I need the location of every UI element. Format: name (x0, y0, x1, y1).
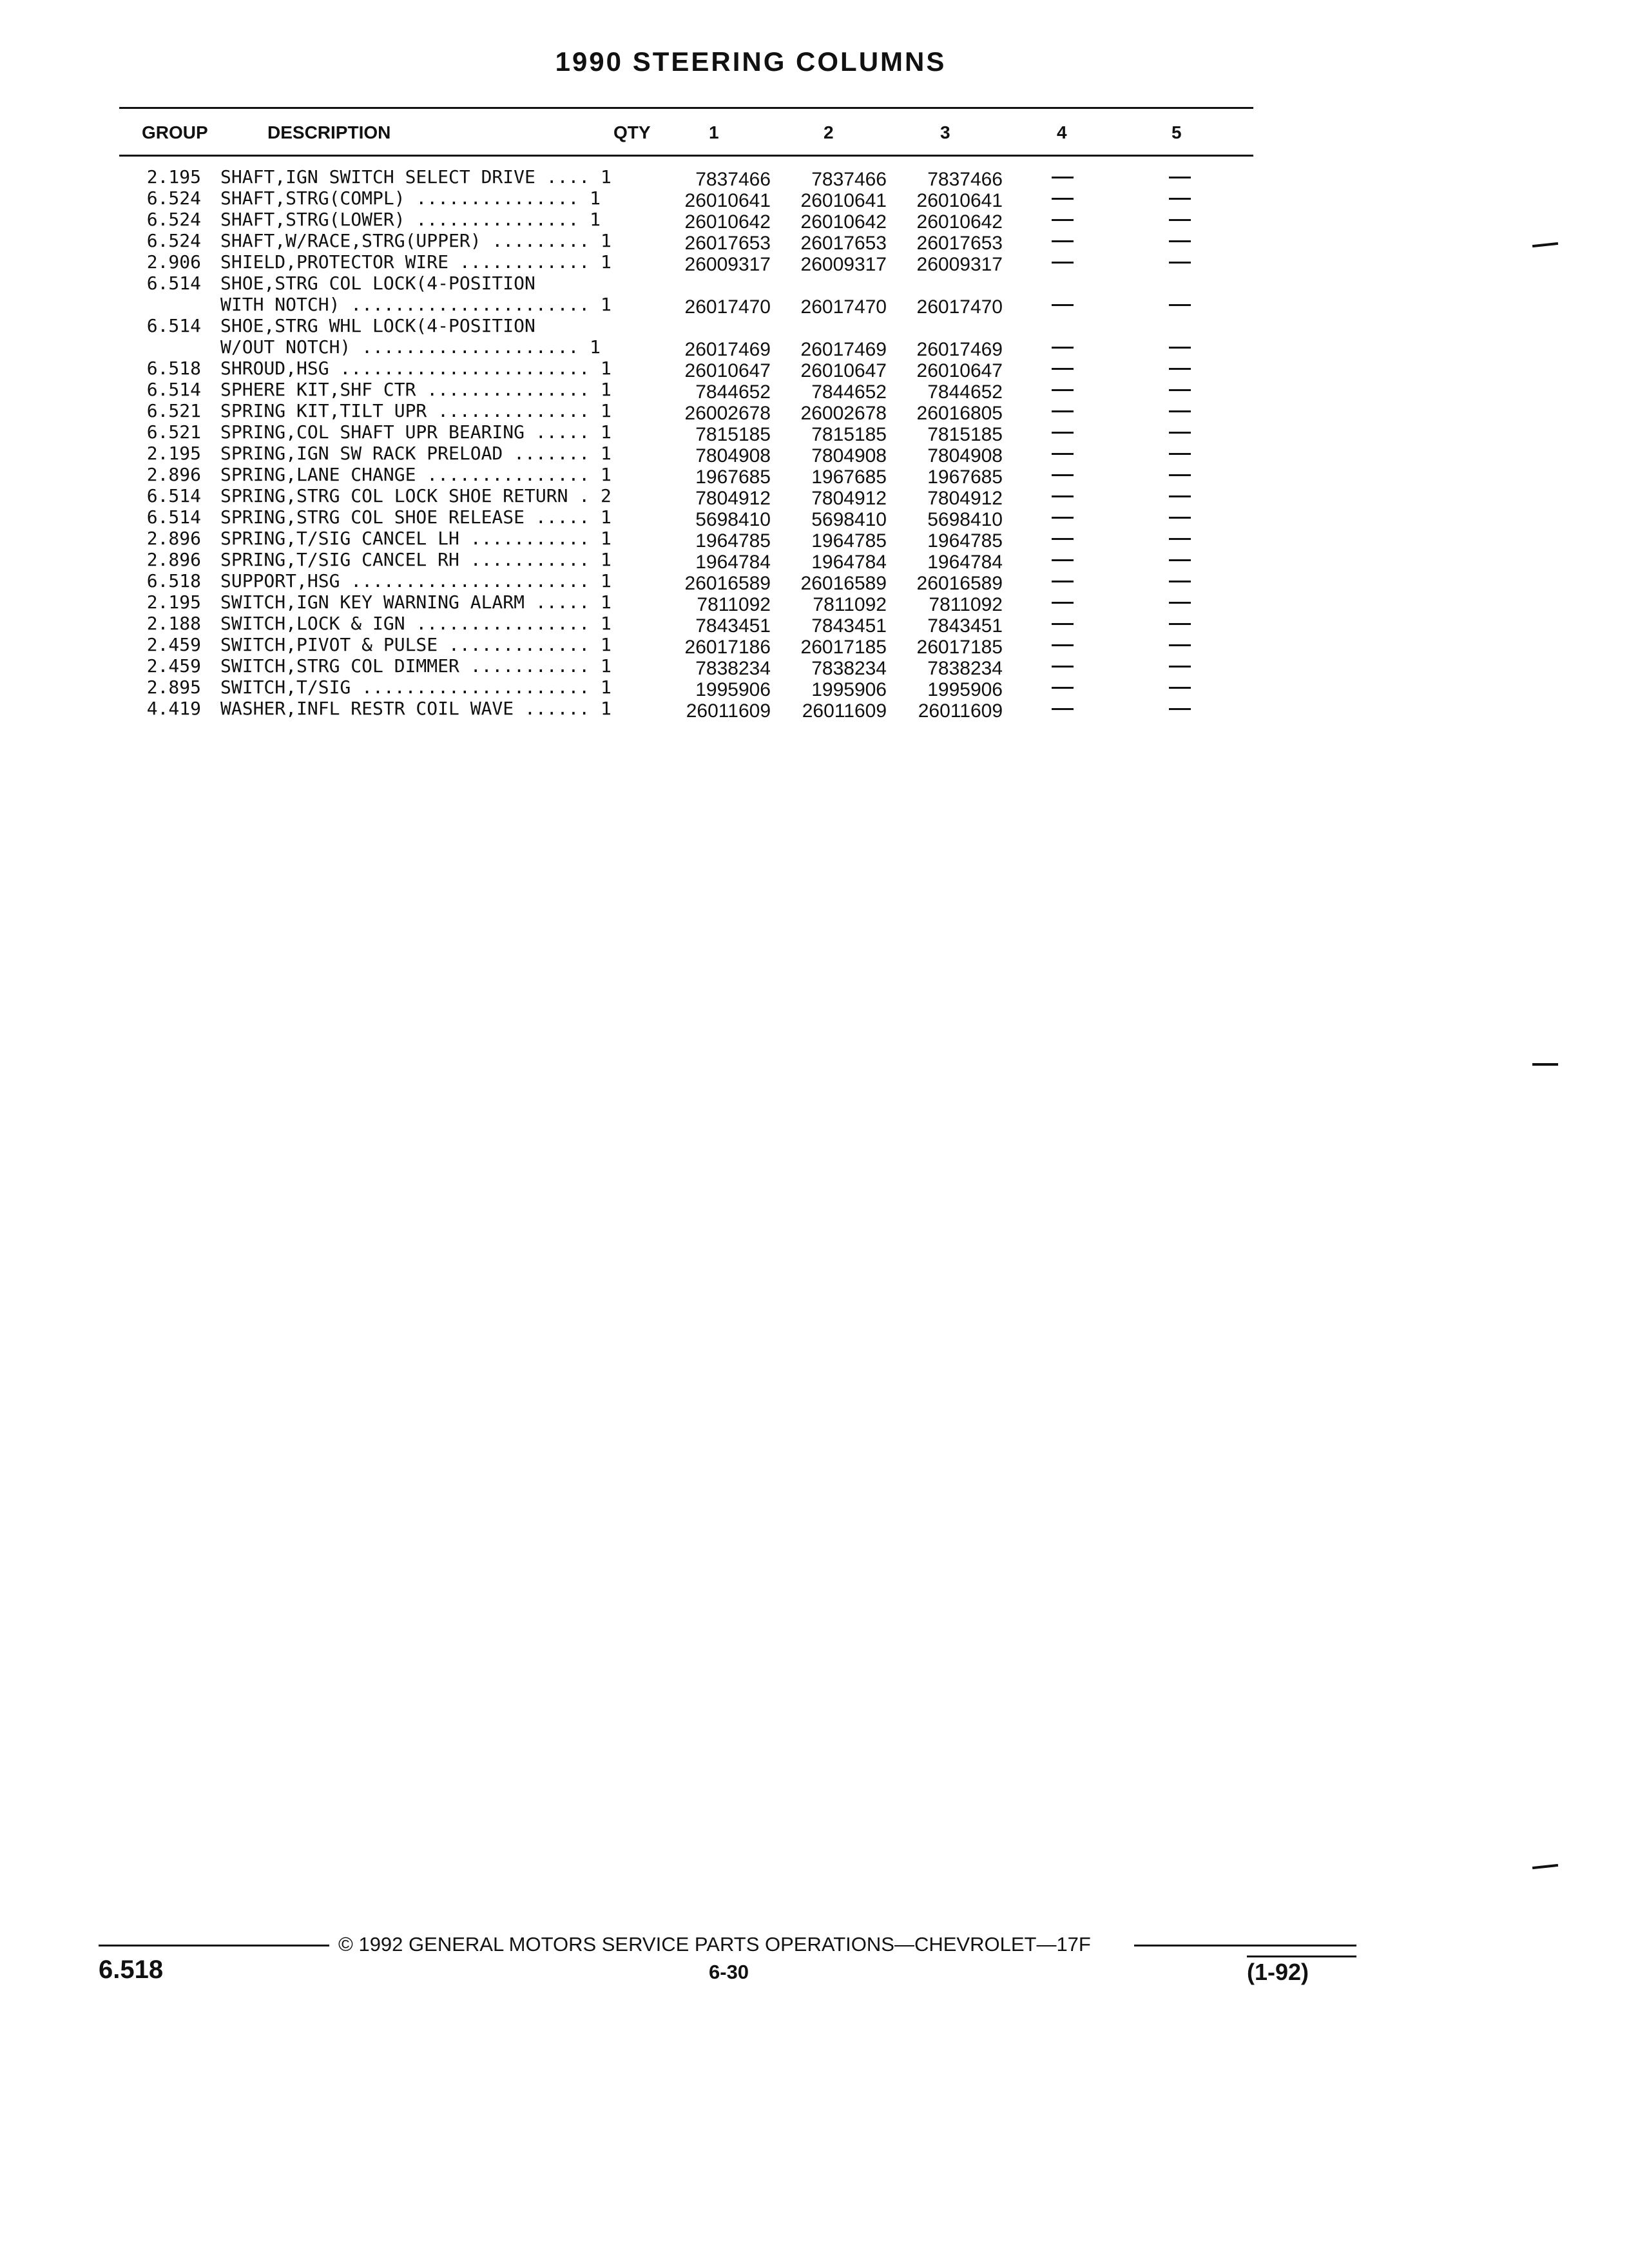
part-number-cell-1: 7844652 (695, 381, 771, 403)
table-row (0, 443, 1353, 464)
part-number-cell-1: 7804912 (695, 488, 771, 509)
part-number-cell-3: 7815185 (927, 424, 1003, 445)
group-cell: 2.195 (146, 166, 201, 187)
not-applicable-dash (1169, 602, 1191, 604)
not-applicable-dash (1052, 410, 1074, 412)
part-number-cell-2: 26017470 (800, 296, 887, 318)
footer-copyright: © 1992 GENERAL MOTORS SERVICE PARTS OPERATIONS—CHEVROLET—17F (338, 1933, 1091, 1956)
part-number-cell-2: 7838234 (811, 658, 887, 679)
part-number-cell-3: 1995906 (927, 679, 1003, 700)
footer-rule-left (99, 1945, 329, 1946)
not-applicable-dash (1169, 304, 1191, 306)
part-number-cell-3: 26016805 (916, 403, 1003, 424)
table-row (0, 166, 1353, 190)
not-applicable-dash (1052, 666, 1074, 668)
part-number-cell-2: 26011609 (802, 700, 887, 722)
group-cell: 6.524 (146, 187, 201, 209)
description-cell: SPRING,STRG COL LOCK SHOE RETURN . 2 (220, 485, 612, 506)
footer-section: 6.518 (99, 1956, 164, 1984)
table-row (0, 634, 1353, 658)
group-cell: 6.521 (146, 400, 201, 421)
not-applicable-dash (1052, 602, 1074, 604)
header-top-rule (119, 107, 1253, 109)
not-applicable-dash (1169, 581, 1191, 582)
page-title: 1990 STEERING COLUMNS (555, 46, 947, 77)
table-row (0, 294, 1353, 318)
group-cell: 2.896 (146, 464, 201, 485)
part-number-cell-1: 7838234 (695, 658, 771, 679)
description-cell: SWITCH,LOCK & IGN ................ 1 (220, 613, 612, 634)
not-applicable-dash (1169, 177, 1191, 178)
part-number-cell-2: 5698410 (811, 509, 887, 530)
description-cell: SHAFT,IGN SWITCH SELECT DRIVE .... 1 (220, 166, 612, 187)
part-number-cell-1: 26016589 (684, 573, 771, 594)
table-row (0, 613, 1353, 637)
not-applicable-dash (1169, 368, 1191, 370)
table-row (0, 485, 1353, 509)
table-row (0, 315, 1353, 336)
part-number-cell-3: 26010647 (916, 360, 1003, 381)
header-col-3: 3 (940, 122, 950, 142)
margin-mark-middle (1532, 1063, 1558, 1066)
not-applicable-dash (1169, 432, 1191, 434)
part-number-cell-1: 26010647 (684, 360, 771, 381)
group-cell: 2.459 (146, 634, 201, 655)
description-cell: SHAFT,STRG(COMPL) ............... 1 (220, 187, 601, 209)
table-row (0, 677, 1353, 698)
part-number-cell-3: 26010642 (916, 211, 1003, 233)
description-cell: SHIELD,PROTECTOR WIRE ............ 1 (220, 251, 612, 273)
part-number-cell-2: 26017653 (800, 233, 887, 254)
not-applicable-dash (1052, 644, 1074, 646)
header-group: GROUP (142, 122, 208, 142)
part-number-cell-3: 7804912 (927, 488, 1003, 509)
group-cell: 2.188 (146, 613, 201, 634)
part-number-cell-3: 7804908 (927, 445, 1003, 466)
footer-rule-right (1134, 1945, 1356, 1946)
header-col-2: 2 (824, 122, 834, 142)
not-applicable-dash (1052, 559, 1074, 561)
group-cell: 2.195 (146, 591, 201, 613)
part-number-cell-3: 26010641 (916, 190, 1003, 211)
not-applicable-dash (1169, 262, 1191, 264)
not-applicable-dash (1052, 262, 1074, 264)
parts-table (0, 166, 1353, 722)
not-applicable-dash (1052, 474, 1074, 476)
part-number-cell-2: 1964785 (811, 530, 887, 552)
part-number-cell-1: 1964784 (695, 552, 771, 573)
part-number-cell-3: 26017470 (916, 296, 1003, 318)
table-row (0, 209, 1353, 233)
description-cell: SPRING,T/SIG CANCEL LH ........... 1 (220, 528, 612, 549)
table-row (0, 698, 1353, 722)
table-row (0, 230, 1353, 254)
table-row (0, 273, 1353, 294)
not-applicable-dash (1052, 432, 1074, 434)
table-row (0, 421, 1353, 443)
not-applicable-dash (1169, 219, 1191, 221)
part-number-cell-2: 26010641 (800, 190, 887, 211)
group-cell: 6.524 (146, 209, 201, 230)
not-applicable-dash (1169, 666, 1191, 668)
not-applicable-dash (1169, 198, 1191, 200)
part-number-cell-1: 7837466 (695, 169, 771, 190)
table-row (0, 570, 1353, 594)
part-number-cell-3: 26017185 (916, 637, 1003, 658)
part-number-cell-2: 1967685 (811, 466, 887, 488)
part-number-cell-1: 7843451 (695, 615, 771, 637)
not-applicable-dash (1052, 304, 1074, 306)
description-cell: SPRING,COL SHAFT UPR BEARING ..... 1 (220, 421, 612, 443)
part-number-cell-1: 7811092 (697, 594, 771, 615)
footer-page-number: 6-30 (709, 1961, 749, 1983)
not-applicable-dash (1169, 623, 1191, 625)
part-number-cell-2: 7815185 (811, 424, 887, 445)
part-number-cell-2: 26010647 (800, 360, 887, 381)
table-row (0, 400, 1353, 424)
group-cell: 2.195 (146, 443, 201, 464)
part-number-cell-2: 26010642 (800, 211, 887, 233)
part-number-cell-1: 1964785 (695, 530, 771, 552)
part-number-cell-3: 26011609 (918, 700, 1003, 722)
part-number-cell-1: 26011609 (686, 700, 771, 722)
group-cell: 6.514 (146, 379, 201, 400)
part-number-cell-2: 26017469 (800, 339, 887, 360)
margin-mark-bottom (1532, 1864, 1558, 1869)
margin-mark-top (1532, 242, 1558, 247)
group-cell: 2.459 (146, 655, 201, 677)
header-col-5: 5 (1171, 122, 1182, 142)
description-cell: SWITCH,IGN KEY WARNING ALARM ..... 1 (220, 591, 612, 613)
table-row (0, 336, 1353, 358)
header-bottom-rule (119, 155, 1253, 157)
part-number-cell-2: 1995906 (811, 679, 887, 700)
table-row (0, 464, 1353, 488)
not-applicable-dash (1052, 177, 1074, 178)
not-applicable-dash (1052, 623, 1074, 625)
part-number-cell-2: 1964784 (811, 552, 887, 573)
part-number-cell-1: 26017469 (684, 339, 771, 360)
part-number-cell-2: 7811092 (813, 594, 887, 615)
not-applicable-dash (1169, 517, 1191, 519)
not-applicable-dash (1052, 495, 1074, 497)
description-cell: W/OUT NOTCH) .................... 1 (220, 336, 601, 358)
description-cell: SHAFT,STRG(LOWER) ............... 1 (220, 209, 601, 230)
part-number-cell-1: 1995906 (695, 679, 771, 700)
group-cell: 2.906 (146, 251, 201, 273)
table-row (0, 655, 1353, 677)
not-applicable-dash (1169, 474, 1191, 476)
not-applicable-dash (1052, 240, 1074, 242)
part-number-cell-1: 26017653 (684, 233, 771, 254)
not-applicable-dash (1169, 495, 1191, 497)
not-applicable-dash (1169, 453, 1191, 455)
footer-revision: (1-92) (1247, 1959, 1309, 1985)
part-number-cell-2: 26016589 (800, 573, 887, 594)
part-number-cell-3: 1964785 (927, 530, 1003, 552)
part-number-cell-2: 7843451 (811, 615, 887, 637)
part-number-cell-1: 5698410 (695, 509, 771, 530)
description-cell: SPRING,IGN SW RACK PRELOAD ....... 1 (220, 443, 612, 464)
part-number-cell-3: 7844652 (927, 381, 1003, 403)
part-number-cell-1: 26017470 (684, 296, 771, 318)
not-applicable-dash (1169, 559, 1191, 561)
part-number-cell-1: 26009317 (684, 254, 771, 275)
part-number-cell-3: 26016589 (916, 573, 1003, 594)
table-row (0, 379, 1353, 403)
not-applicable-dash (1169, 708, 1191, 710)
not-applicable-dash (1052, 219, 1074, 221)
not-applicable-dash (1052, 368, 1074, 370)
part-number-cell-2: 7844652 (811, 381, 887, 403)
not-applicable-dash (1169, 644, 1191, 646)
not-applicable-dash (1052, 198, 1074, 200)
not-applicable-dash (1169, 240, 1191, 242)
not-applicable-dash (1052, 453, 1074, 455)
group-cell: 6.521 (146, 421, 201, 443)
table-row (0, 528, 1353, 552)
table-row (0, 251, 1353, 273)
description-cell: SWITCH,PIVOT & PULSE ............. 1 (220, 634, 612, 655)
not-applicable-dash (1169, 389, 1191, 391)
part-number-cell-2: 7804912 (811, 488, 887, 509)
part-number-cell-3: 26017653 (916, 233, 1003, 254)
part-number-cell-2: 7804908 (811, 445, 887, 466)
not-applicable-dash (1052, 708, 1074, 710)
description-cell: SPRING KIT,TILT UPR .............. 1 (220, 400, 612, 421)
group-cell: 6.514 (146, 506, 201, 528)
header-description: DESCRIPTION (267, 122, 391, 142)
group-cell: 4.419 (146, 698, 201, 719)
description-cell: SPRING,STRG COL SHOE RELEASE ..... 1 (220, 506, 612, 528)
part-number-cell-3: 7837466 (927, 169, 1003, 190)
part-number-cell-2: 26002678 (800, 403, 887, 424)
not-applicable-dash (1052, 347, 1074, 349)
group-cell: 6.518 (146, 570, 201, 591)
part-number-cell-1: 1967685 (695, 466, 771, 488)
header-qty: QTY (613, 122, 651, 142)
part-number-cell-1: 26010641 (684, 190, 771, 211)
description-cell: SHROUD,HSG ....................... 1 (220, 358, 612, 379)
not-applicable-dash (1052, 389, 1074, 391)
group-cell: 2.895 (146, 677, 201, 698)
header-col-1: 1 (709, 122, 719, 142)
description-cell: SHOE,STRG COL LOCK(4-POSITION (220, 273, 535, 294)
not-applicable-dash (1169, 347, 1191, 349)
part-number-cell-1: 26002678 (684, 403, 771, 424)
part-number-cell-3: 26017469 (916, 339, 1003, 360)
part-number-cell-1: 7815185 (695, 424, 771, 445)
not-applicable-dash (1052, 687, 1074, 689)
part-number-cell-2: 26017185 (800, 637, 887, 658)
part-number-cell-3: 5698410 (927, 509, 1003, 530)
part-number-cell-3: 7838234 (927, 658, 1003, 679)
description-cell: WITH NOTCH) ...................... 1 (220, 294, 612, 315)
table-row (0, 506, 1353, 528)
group-cell: 6.524 (146, 230, 201, 251)
part-number-cell-1: 26010642 (684, 211, 771, 233)
table-row (0, 549, 1353, 573)
part-number-cell-2: 26009317 (800, 254, 887, 275)
description-cell: SWITCH,T/SIG ..................... 1 (220, 677, 612, 698)
description-cell: SPRING,T/SIG CANCEL RH ........... 1 (220, 549, 612, 570)
group-cell: 6.514 (146, 273, 201, 294)
footer-rule-right-lower (1247, 1956, 1356, 1957)
not-applicable-dash (1052, 538, 1074, 540)
not-applicable-dash (1052, 517, 1074, 519)
description-cell: SPHERE KIT,SHF CTR ............... 1 (220, 379, 612, 400)
header-col-4: 4 (1057, 122, 1067, 142)
group-cell: 2.896 (146, 549, 201, 570)
description-cell: WASHER,INFL RESTR COIL WAVE ...... 1 (220, 698, 612, 719)
table-row (0, 591, 1353, 613)
part-number-cell-3: 7811092 (929, 594, 1003, 615)
description-cell: SWITCH,STRG COL DIMMER ........... 1 (220, 655, 612, 677)
part-number-cell-3: 7843451 (927, 615, 1003, 637)
group-cell: 6.514 (146, 315, 201, 336)
table-row (0, 187, 1353, 209)
part-number-cell-3: 1967685 (927, 466, 1003, 488)
not-applicable-dash (1052, 581, 1074, 582)
description-cell: SHAFT,W/RACE,STRG(UPPER) ......... 1 (220, 230, 612, 251)
not-applicable-dash (1169, 687, 1191, 689)
part-number-cell-1: 7804908 (695, 445, 771, 466)
description-cell: SUPPORT,HSG ...................... 1 (220, 570, 612, 591)
not-applicable-dash (1169, 538, 1191, 540)
group-cell: 2.896 (146, 528, 201, 549)
group-cell: 6.514 (146, 485, 201, 506)
description-cell: SHOE,STRG WHL LOCK(4-POSITION (220, 315, 535, 336)
table-row (0, 358, 1353, 379)
group-cell: 6.518 (146, 358, 201, 379)
part-number-cell-3: 1964784 (927, 552, 1003, 573)
part-number-cell-2: 7837466 (811, 169, 887, 190)
description-cell: SPRING,LANE CHANGE ............... 1 (220, 464, 612, 485)
part-number-cell-1: 26017186 (684, 637, 771, 658)
not-applicable-dash (1169, 410, 1191, 412)
part-number-cell-3: 26009317 (916, 254, 1003, 275)
